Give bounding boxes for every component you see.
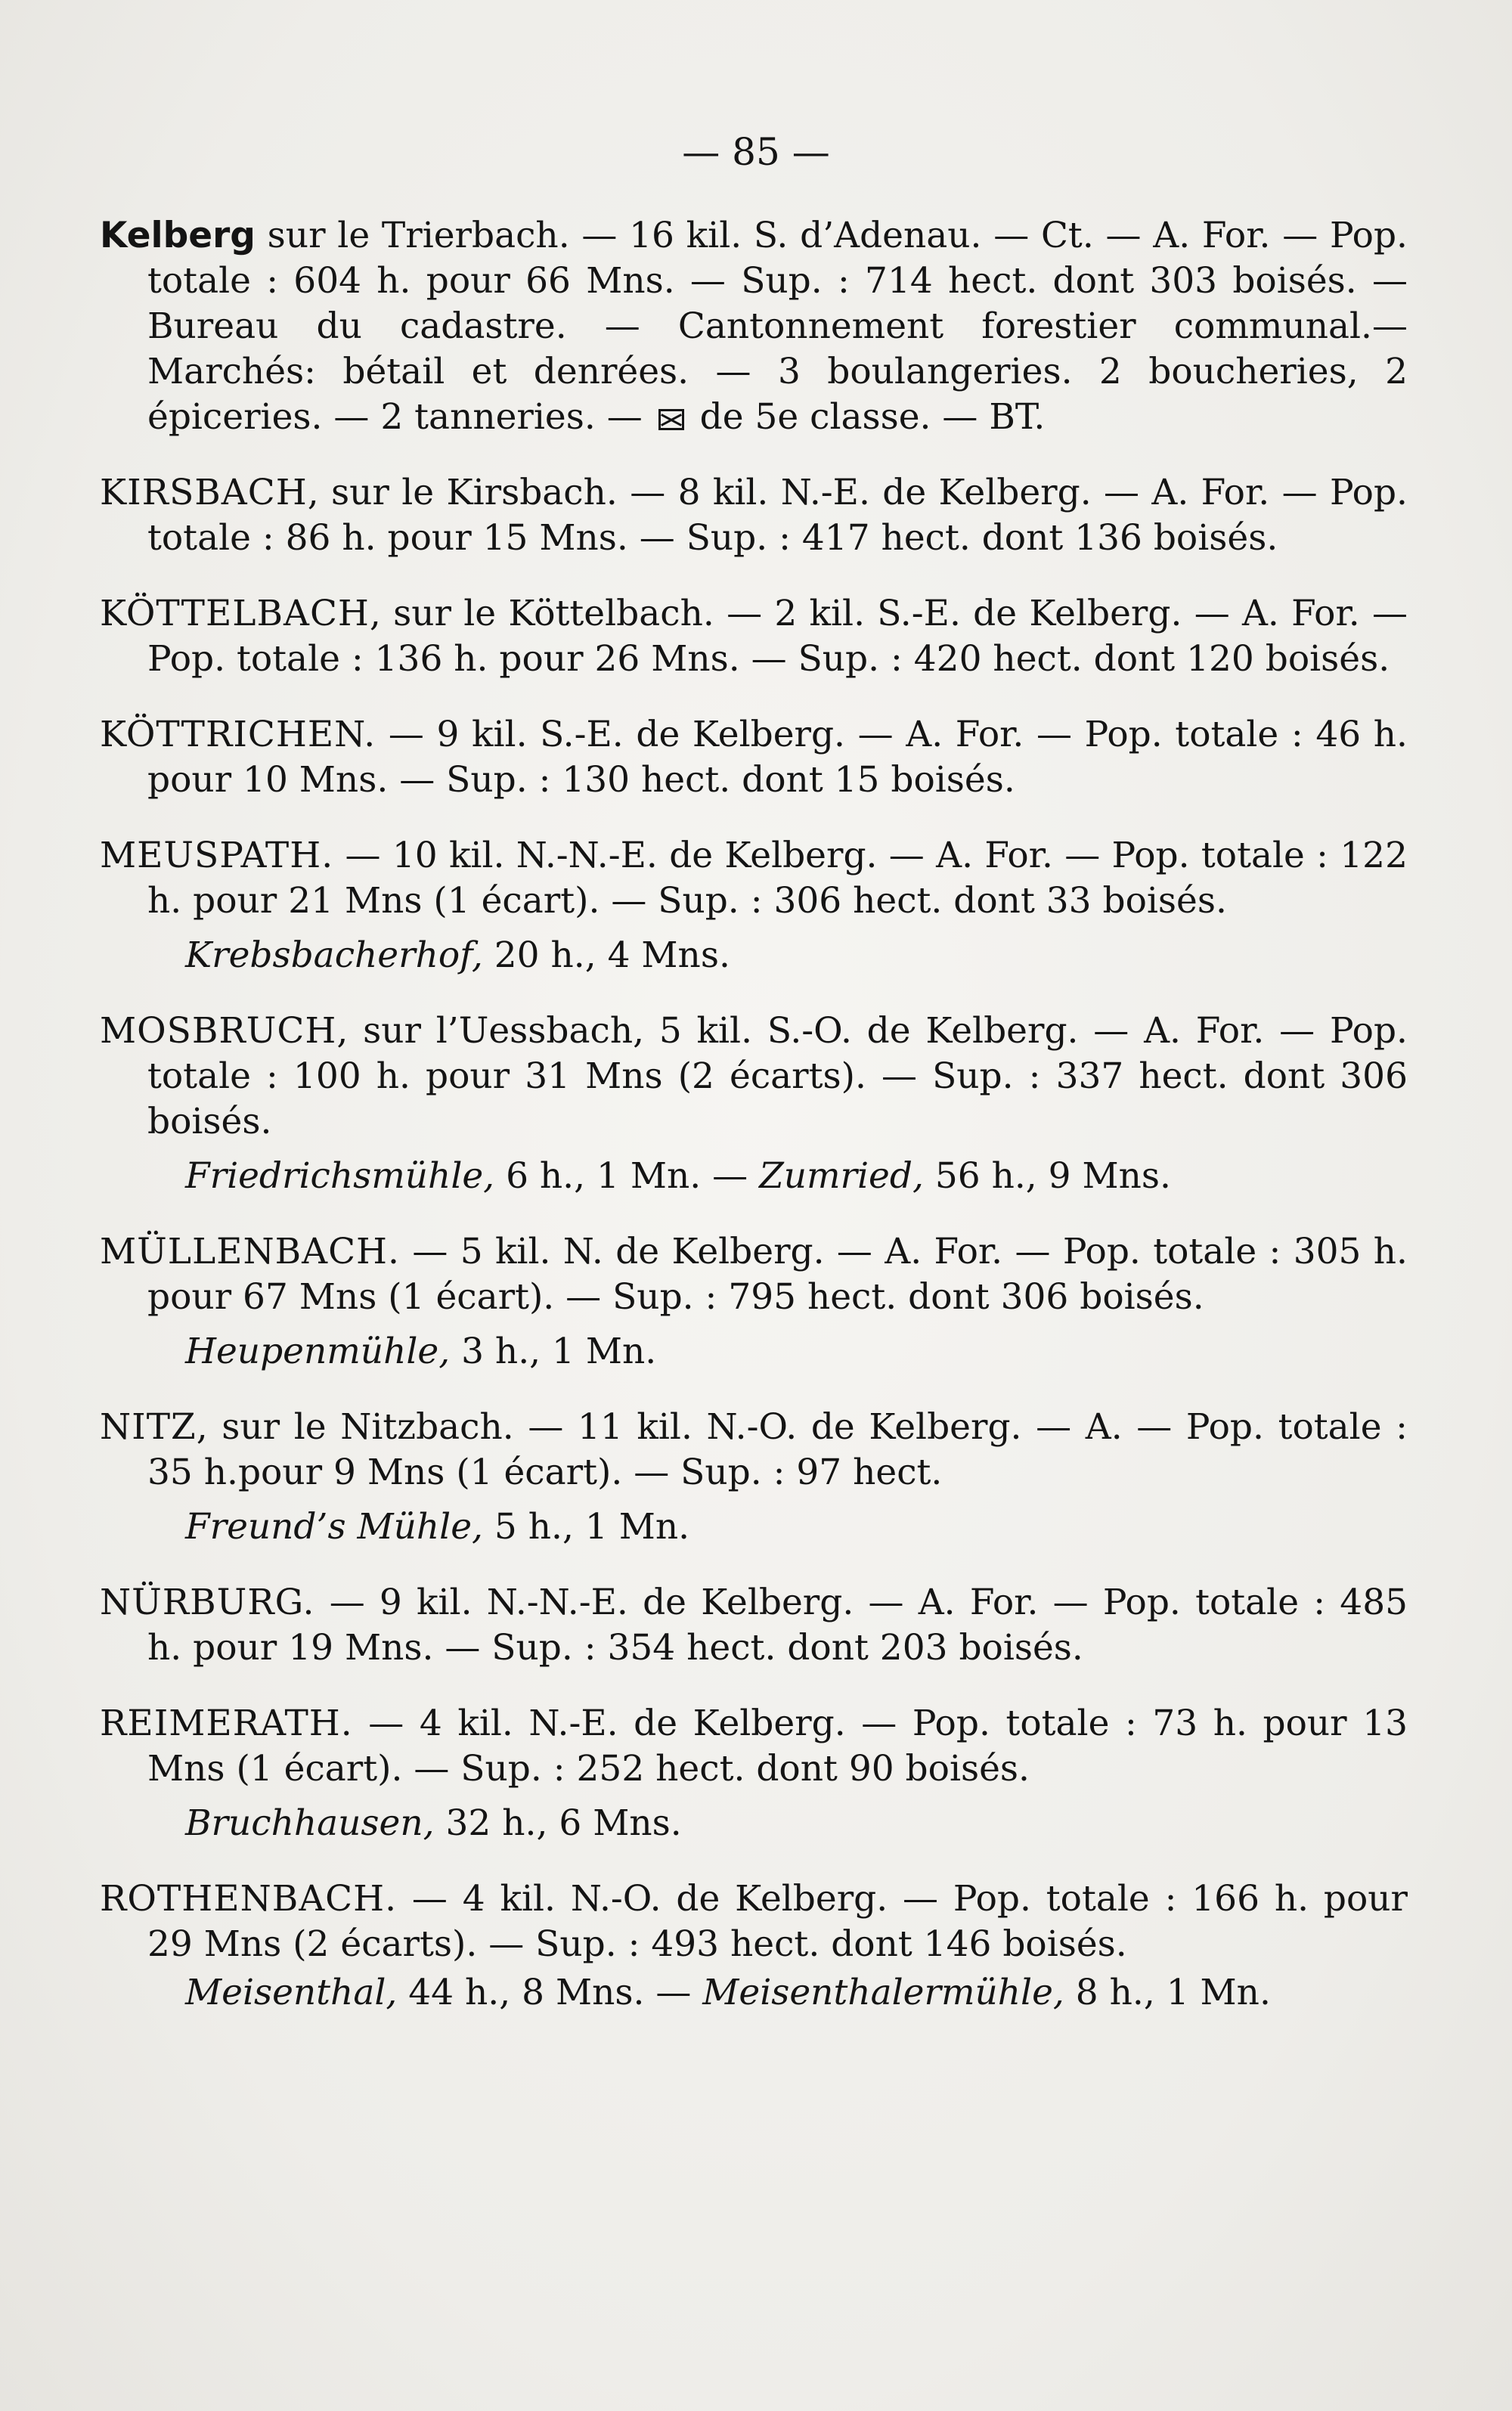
entry-reimerath xyxy=(100,1701,1408,1846)
entry-text: — 9 kil. N.-N.-E. de Kelberg. — A. For. — Pop. totale : 485 h. pour 19 Mns. — Sup. : 354 hect. dont 203 boisés. xyxy=(147,1582,1408,1669)
entry-text: — 9 kil. S.-E. de Kelberg. — A. For. — Pop. totale : 46 h. pour 10 Mns. — Sup. : 130 hect. dont 15 boisés. xyxy=(147,714,1408,801)
locality-name-2: Meisenthalermühle, xyxy=(702,1972,1064,2013)
entry-kirsbach xyxy=(100,470,1408,561)
entry-kottelbach xyxy=(100,591,1408,682)
sub-locality xyxy=(100,1801,1408,1846)
entry-name: KÖTTRICHEN. xyxy=(100,714,376,755)
entry-name: NÜRBURG. xyxy=(100,1582,315,1623)
entry-text-end: de 5e classe. — BT. xyxy=(688,396,1046,438)
entry-name: KIRSBACH xyxy=(100,472,308,513)
entry-name: MÜLLENBACH. xyxy=(100,1231,400,1272)
entry-kelberg xyxy=(100,213,1408,440)
entry-text: sur le Trierbach. — 16 kil. S. d’Adenau. — Ct. — A. For. — Pop. totale : 604 h. pour 66 Mns. — Sup. : 714 hect. dont 303 boisés. — Bureau du cadastre. — Cantonnement forestier communal.— Marchés: bétail et denrées. — 3 boulangeries. 2 boucheries, 2 épiceries. — 2 tanneries. — xyxy=(147,215,1408,438)
entry-text: — 10 kil. N.-N.-E. de Kelberg. — A. For. — Pop. totale : 122 h. pour 21 Mns (1 écart). — Sup. : 306 hect. dont 33 boisés. xyxy=(147,835,1408,922)
locality-name: Heupenmühle, xyxy=(185,1331,451,1372)
locality-text-2: 8 h., 1 Mn. xyxy=(1064,1972,1271,2013)
locality-text: 3 h., 1 Mn. xyxy=(450,1331,657,1372)
gazetteer-entries xyxy=(100,213,1408,2046)
entry-nitz xyxy=(100,1405,1408,1550)
locality-text-2: 56 h., 9 Mns. xyxy=(923,1155,1171,1197)
locality-text: 44 h., 8 Mns. — xyxy=(397,1972,703,2013)
entry-text: — 4 kil. N.-O. de Kelberg. — Pop. totale : 166 h. pour 29 Mns (2 écarts). — Sup. : 493 hect. dont 146 boisés. xyxy=(147,1878,1408,1965)
locality-text: 32 h., 6 Mns. xyxy=(434,1802,682,1844)
locality-text: 5 h., 1 Mn. xyxy=(482,1506,690,1548)
sub-locality xyxy=(100,1154,1408,1199)
page-number: — 85 — xyxy=(682,130,830,174)
post-office-icon xyxy=(658,409,684,430)
locality-text: 6 h., 1 Mn. — xyxy=(494,1155,760,1197)
locality-name: Krebsbacherhof, xyxy=(185,934,483,976)
entry-text: — 5 kil. N. de Kelberg. — A. For. — Pop. totale : 305 h. pour 67 Mns (1 écart). — Sup. : 795 hect. dont 306 boisés. xyxy=(147,1231,1408,1318)
locality-name: Meisenthal, xyxy=(185,1972,398,2013)
locality-text: 20 h., 4 Mns. xyxy=(482,934,730,976)
locality-name: Bruchhausen, xyxy=(185,1802,435,1844)
entry-name: REIMERATH. xyxy=(100,1703,353,1744)
locality-name: Freund’s Mühle, xyxy=(185,1506,483,1548)
entry-name: MEUSPATH. xyxy=(100,835,334,876)
entry-text: — 4 kil. N.-E. de Kelberg. — Pop. totale : 73 h. pour 13 Mns (1 écart). — Sup. : 252 hect. dont 90 boisés. xyxy=(147,1703,1408,1790)
locality-name-2: Zumried, xyxy=(759,1155,924,1197)
entry-mosbruch xyxy=(100,1009,1408,1199)
sub-locality xyxy=(100,933,1408,978)
entry-kottrichen xyxy=(100,712,1408,803)
entry-name: Kelberg xyxy=(100,215,256,256)
entry-text: , sur le Kirsbach. — 8 kil. N.-E. de Kelberg. — A. For. — Pop. totale : 86 h. pour 15 Mns. — Sup. : 417 hect. dont 136 boisés. xyxy=(147,472,1408,559)
entry-meuspath xyxy=(100,833,1408,978)
entry-name: MOSBRUCH xyxy=(100,1010,337,1052)
sub-locality xyxy=(100,1970,1408,2016)
entry-text: , sur le Nitzbach. — 11 kil. N.-O. de Kelberg. — A. — Pop. totale : 35 h.pour 9 Mns (1 écart). — Sup. : 97 hect. xyxy=(147,1406,1408,1493)
entry-name: KÖTTELBACH xyxy=(100,593,370,634)
locality-name: Friedrichsmühle, xyxy=(185,1155,495,1197)
sub-locality xyxy=(100,1329,1408,1374)
entry-nurburg xyxy=(100,1580,1408,1671)
entry-name: NITZ xyxy=(100,1406,197,1448)
entry-text: , sur le Köttelbach. — 2 kil. S.-E. de Kelberg. — A. For. — Pop. totale : 136 h. pour 26 Mns. — Sup. : 420 hect. dont 120 boisés. xyxy=(147,593,1408,680)
entry-name: ROTHENBACH. xyxy=(100,1878,398,1920)
entry-rothenbach xyxy=(100,1876,1408,2016)
sub-locality xyxy=(100,1505,1408,1550)
entry-text: , sur l’Uessbach, 5 kil. S.-O. de Kelberg. — A. For. — Pop. totale : 100 h. pour 31 Mns (2 écarts). — Sup. : 337 hect. dont 306 boisés. xyxy=(147,1010,1408,1142)
entry-mullenbach xyxy=(100,1229,1408,1374)
